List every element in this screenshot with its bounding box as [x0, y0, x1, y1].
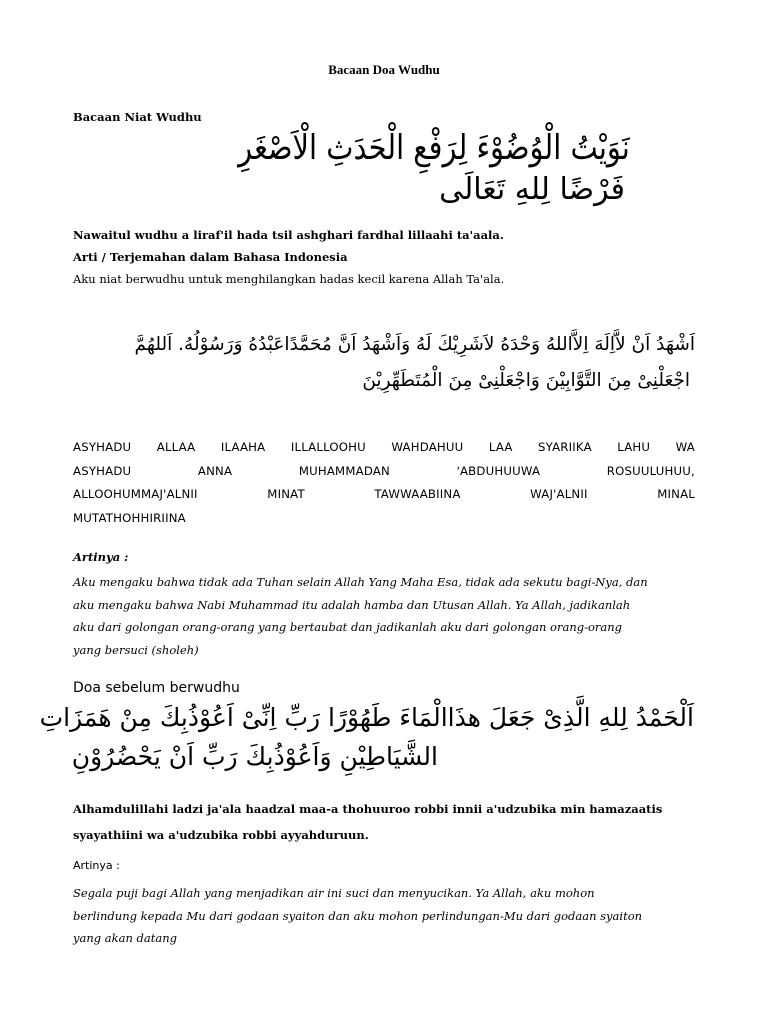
niat-arabic-line-1: نَوَيْتُ الْوُضُوْءَ لِرَفْعِ الْحَدَثِ الْاَصْغَرِ — [238, 128, 630, 168]
doa-sebelum-arabic-line-2: الشَّيَاطِيْنِ وَاَعُوْذُبِكَ رَبِّ اَنْ يَحْضُرُوْنِ — [71, 742, 438, 771]
niat-arabic-text — [70, 128, 630, 212]
latin-line-1: ASYHADU ALLAA ILAAHA ILLALLOOHU WAHDAHUU LAA SYARIIKA LAHU WA — [73, 440, 695, 454]
niat-heading: Bacaan Niat Wudhu — [73, 110, 202, 124]
doa-sebelum-arabic-line-1: اَلْحَمْدُ لِلهِ الَّذِىْ جَعَلَ هذَاالْمَاءَ طَهُوْرًا رَبِّ اِنِّىْ اَعُوْذُبِكَ مِنْ هَمَزَاتِ — [39, 703, 694, 732]
latin-line-4: MUTATHOHHIRIINA — [73, 510, 186, 525]
doa-sebelum-artinya — [73, 882, 695, 950]
niat-arabic-line-2: فَرْضًا لِلهِ تَعَالَى — [439, 172, 625, 207]
doa-setelah-arabic-line-1: اَشْهَدُ اَنْ لاَّاِلَهَ اِلاَّاللهُ وَحْدَهُ لاَشَرِيْكَ لَهُ وَاَشْهَدُ اَنَّ مُحَمَّدًاعَبْدُهُ وَرَسُوْلُهُ. اَللهُمَّ — [134, 334, 695, 355]
artinya-line: yang akan datang — [73, 931, 177, 945]
latin-line-3: ALLOOHUMMAJ'ALNII MINAT TAWWAABIINA WAJ'ALNII MINAL — [73, 487, 695, 501]
niat-arti: Aku niat berwudhu untuk menghilangkan hadas kecil karena Allah Ta'ala. — [73, 272, 505, 286]
doa-setelah-latin — [73, 436, 695, 530]
doa-setelah-artinya-label: Artinya : — [73, 550, 129, 564]
doa-sebelum-artinya-label: Artinya : — [73, 859, 120, 872]
artinya-line: aku dari golongan orang-orang yang bertaubat dan jadikanlah aku dari golongan orang-orang — [73, 620, 623, 634]
niat-arti-heading: Arti / Terjemahan dalam Bahasa Indonesia — [73, 250, 348, 264]
artinya-line: yang bersuci (sholeh) — [73, 642, 199, 657]
niat-latin: Nawaitul wudhu a liraf'il hada tsil ashghari fardhal lillaahi ta'aala. — [73, 228, 504, 242]
artinya-line: berlindung kepada Mu dari godaan syaiton dan aku mohon perlindungan-Mu dari godaan syaiton — [73, 908, 643, 923]
artinya-line: Aku mengaku bahwa tidak ada Tuhan selain Allah Yang Maha Esa, tidak ada sekutu bagi-Nya, dan — [73, 575, 648, 589]
latin-line: Alhamdulillahi ladzi ja'ala haadzal maa-a thohuuroo robbi innii a'udzubika min hamazaatis — [73, 802, 663, 816]
artinya-line: aku mengaku bahwa Nabi Muhammad itu adalah hamba dan Utusan Allah. Ya Allah, jadikanlah — [73, 597, 631, 612]
doa-sebelum-heading: Doa sebelum berwudhu — [73, 680, 240, 696]
artinya-line: Segala puji bagi Allah yang menjadikan air ini suci dan menyucikan. Ya Allah, aku mohon — [73, 886, 595, 900]
doa-setelah-arabic-line-2: اجْعَلْنِىْ مِنَ التَّوَّابِيْنَ وَاجْعَلْنِىْ مِنَ الْمُتَطَهِّرِيْنَ — [362, 370, 690, 391]
page-title: Bacaan Doa Wudhu — [328, 62, 440, 77]
doa-sebelum-latin — [73, 796, 713, 848]
doa-setelah-artinya — [73, 571, 695, 661]
latin-line: syayathiini wa a'udzubika robbi ayyahduruun. — [73, 828, 369, 842]
latin-line-2: ASYHADU ANNA MUHAMMADAN 'ABDUHUUWA ROSUULUHUU, — [73, 463, 695, 478]
